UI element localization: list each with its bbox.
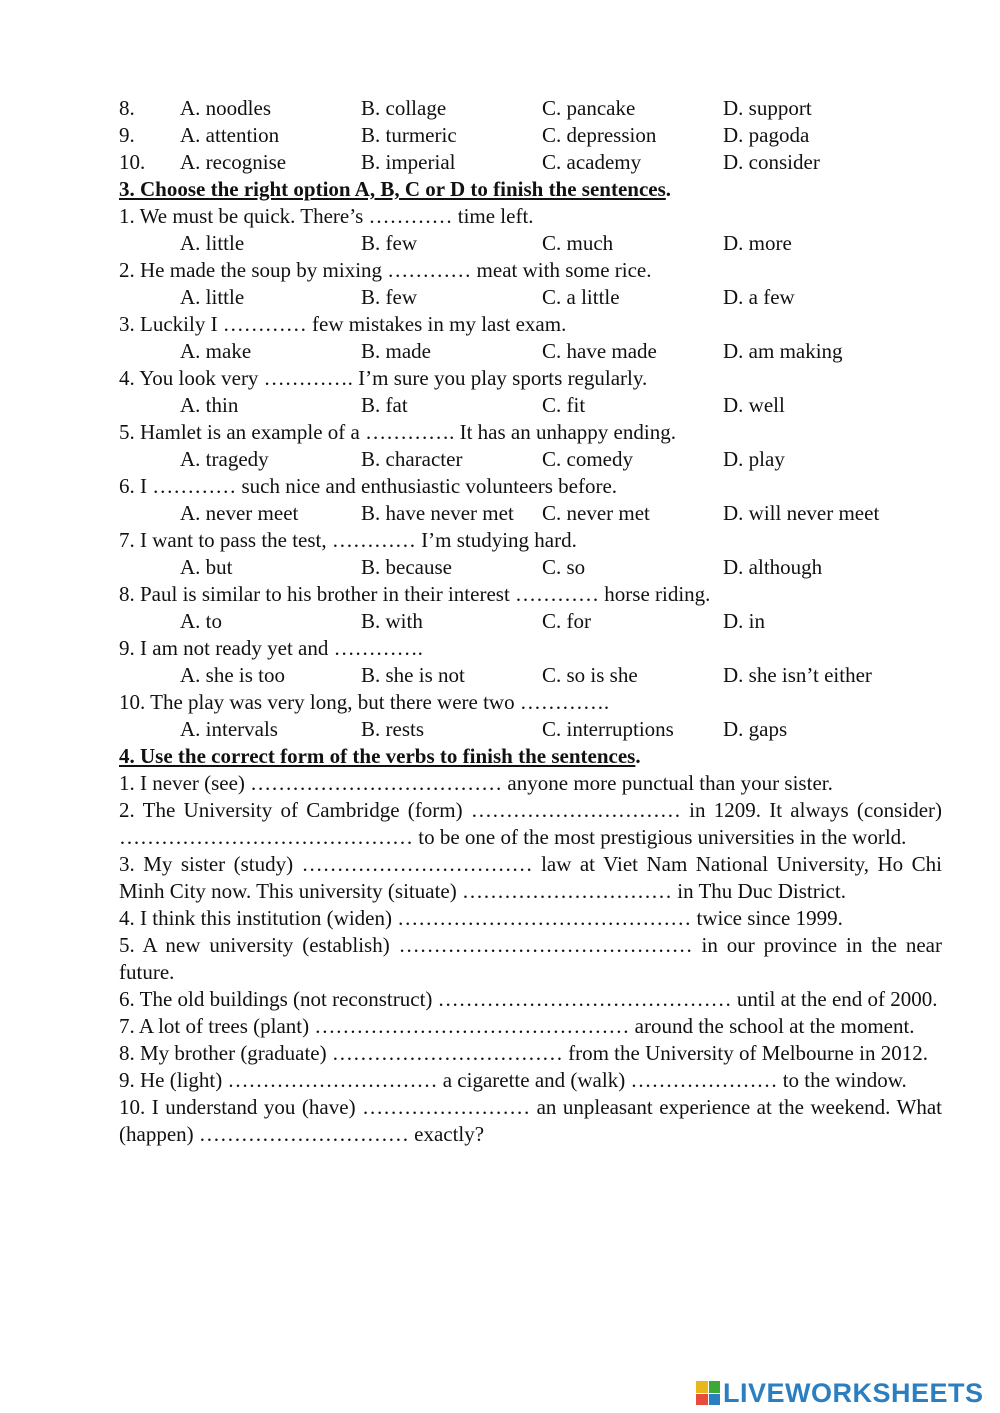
question-text: 1. We must be quick. There’s ………… time left. <box>119 204 534 228</box>
answer-options <box>119 392 942 419</box>
option-d: D. pagoda <box>723 123 810 147</box>
option-a: A. to <box>180 609 222 633</box>
verb-exercise-item: 4. I think this institution (widen) …………………………………… twice since 1999. <box>119 906 843 930</box>
option-a: A. intervals <box>180 717 278 741</box>
option-d: D. play <box>723 447 785 471</box>
verb-exercise-item: 10. I understand you (have) …………………… an unpleasant experience at the weekend. What (happen) ………………………… exactly? <box>119 1095 942 1146</box>
option-b: B. made <box>361 339 431 363</box>
answer-options <box>119 716 942 743</box>
worksheet <box>119 95 942 1148</box>
answer-options <box>119 230 942 257</box>
option-a: A. make <box>180 339 252 363</box>
item-number: 9. <box>119 123 135 147</box>
option-b: B. few <box>361 231 417 255</box>
verb-exercise-item: 6. The old buildings (not reconstruct) …………………………………… until at the end of 2000. <box>119 987 938 1011</box>
option-a: A. never meet <box>180 501 299 525</box>
option-c: C. never met <box>542 501 650 525</box>
section-3-questions <box>119 203 942 743</box>
answer-options <box>119 608 942 635</box>
option-c: C. a little <box>542 285 620 309</box>
option-a: A. little <box>180 285 245 309</box>
option-a: A. thin <box>180 393 239 417</box>
answer-options <box>119 446 942 473</box>
option-d: D. well <box>723 393 785 417</box>
answer-options <box>119 554 942 581</box>
option-c: C. have made <box>542 339 657 363</box>
logo-square <box>696 1381 708 1393</box>
item-number: 8. <box>119 96 135 120</box>
option-b: B. she is not <box>361 663 465 687</box>
question-text: 6. I ………… such nice and enthusiastic volunteers before. <box>119 474 618 498</box>
option-b: B. because <box>361 555 452 579</box>
verb-exercise-item: 5. A new university (establish) …………………………………… in our province in the near future. <box>119 933 942 984</box>
verb-exercise-item: 3. My sister (study) …………………………… law at Viet Nam National University, Ho Chi Minh City now. This university (situate) ………………………… in Thu Duc District. <box>119 852 942 903</box>
option-c: C. depression <box>542 123 657 147</box>
option-d: D. gaps <box>723 717 788 741</box>
option-a: A. recognise <box>180 150 287 174</box>
answer-options <box>119 338 942 365</box>
option-b: B. have never met <box>361 501 514 525</box>
liveworksheets-logo <box>696 1378 984 1408</box>
option-c: C. pancake <box>542 96 636 120</box>
item-number: 10. <box>119 150 146 174</box>
option-d: D. am making <box>723 339 843 363</box>
option-d: D. will never meet <box>723 501 880 525</box>
option-b: B. imperial <box>361 150 456 174</box>
section-4-items <box>119 770 942 1148</box>
question-text: 7. I want to pass the test, ………… I’m studying hard. <box>119 528 577 552</box>
option-a: A. attention <box>180 123 280 147</box>
option-d: D. in <box>723 609 765 633</box>
logo-square <box>709 1394 721 1406</box>
pronunciation-row <box>119 149 942 176</box>
option-c: C. fit <box>542 393 586 417</box>
option-b: B. few <box>361 285 417 309</box>
option-a: A. noodles <box>180 96 271 120</box>
question-text: 2. He made the soup by mixing ………… meat with some rice. <box>119 258 652 282</box>
option-d: D. she isn’t either <box>723 663 872 687</box>
verb-exercise-item: 9. He (light) ………………………… a cigarette and (walk) ………………… to the window. <box>119 1068 907 1092</box>
option-a: A. little <box>180 231 245 255</box>
option-d: D. although <box>723 555 823 579</box>
option-b: B. character <box>361 447 463 471</box>
option-c: C. for <box>542 609 591 633</box>
answer-options <box>119 662 942 689</box>
option-a: A. she is too <box>180 663 285 687</box>
section-3-heading: 3. Choose the right option A, B, C or D to finish the sentences. <box>119 177 672 201</box>
answer-options <box>119 500 942 527</box>
option-c: C. academy <box>542 150 642 174</box>
option-d: D. more <box>723 231 792 255</box>
verb-exercise-item: 2. The University of Cambridge (form) ………………………… in 1209. It always (consider) …………………………………… to be one of the most prestigious universities in the world. <box>119 798 942 849</box>
logo-square <box>696 1394 708 1406</box>
option-b: B. with <box>361 609 423 633</box>
verb-exercise-item: 1. I never (see) ……………………………… anyone more punctual than your sister. <box>119 771 833 795</box>
verb-exercise-item: 8. My brother (graduate) …………………………… from the University of Melbourne in 2012. <box>119 1041 928 1065</box>
logo-text: LIVEWORKSHEETS <box>723 1377 984 1408</box>
option-d: D. support <box>723 96 812 120</box>
question-text: 9. I am not ready yet and …………. <box>119 636 423 660</box>
option-c: C. interruptions <box>542 717 674 741</box>
answer-options <box>119 284 942 311</box>
option-c: C. so <box>542 555 586 579</box>
question-text: 3. Luckily I ………… few mistakes in my last exam. <box>119 312 567 336</box>
question-text: 5. Hamlet is an example of a …………. It has an unhappy ending. <box>119 420 676 444</box>
pronunciation-items <box>119 95 942 176</box>
pronunciation-row <box>119 122 942 149</box>
section-4-heading: 4. Use the correct form of the verbs to finish the sentences. <box>119 744 641 768</box>
option-a: A. tragedy <box>180 447 269 471</box>
question-text: 10. The play was very long, but there were two …………. <box>119 690 610 714</box>
logo-square <box>709 1381 721 1393</box>
option-c: C. comedy <box>542 447 633 471</box>
option-c: C. so is she <box>542 663 638 687</box>
option-b: B. collage <box>361 96 447 120</box>
option-b: B. turmeric <box>361 123 457 147</box>
option-d: D. a few <box>723 285 795 309</box>
question-text: 4. You look very …………. I’m sure you play sports regularly. <box>119 366 648 390</box>
option-a: A. but <box>180 555 233 579</box>
option-b: B. rests <box>361 717 424 741</box>
question-text: 8. Paul is similar to his brother in their interest ………… horse riding. <box>119 582 711 606</box>
option-c: C. much <box>542 231 614 255</box>
option-d: D. consider <box>723 150 820 174</box>
pronunciation-row <box>119 95 942 122</box>
option-b: B. fat <box>361 393 408 417</box>
verb-exercise-item: 7. A lot of trees (plant) ……………………………………… around the school at the moment. <box>119 1014 915 1038</box>
logo-icon <box>696 1381 720 1405</box>
